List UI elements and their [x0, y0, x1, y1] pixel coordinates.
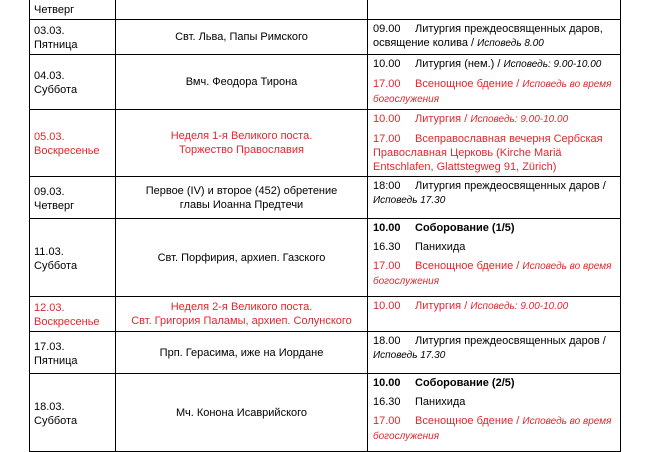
- service-entry: [373, 414, 616, 444]
- date-cell: [30, 55, 116, 110]
- feast-cell: [116, 0, 368, 20]
- weekday-text: Суббота: [34, 84, 78, 96]
- date-cell: [30, 297, 116, 332]
- service-title: Литургия преждеосвященных даров /: [415, 180, 606, 192]
- service-time: 17.00: [373, 78, 401, 90]
- separator: /: [467, 37, 478, 49]
- service-time: 17.00: [373, 260, 401, 272]
- confession-note: Исповедь: 9.00-10.00: [503, 59, 602, 70]
- feast-name: Вмч. Феодора Тирона: [185, 76, 298, 88]
- service-time: 10.00: [373, 222, 401, 234]
- schedule-row: [30, 219, 621, 297]
- date-cell: [30, 374, 116, 452]
- date-cell: [30, 219, 116, 297]
- service-entry: [373, 77, 616, 107]
- confession-note: Исповедь во время богослужения: [373, 79, 612, 105]
- schedule-row: [30, 20, 621, 55]
- feast-name: Неделя 2-я Великого поста.: [170, 301, 313, 313]
- weekday-text: Суббота: [34, 259, 78, 272]
- date-cell: [30, 332, 116, 374]
- weekday-text: Воскресенье: [34, 316, 100, 328]
- date-cell: [30, 177, 116, 219]
- schedule-row: [30, 55, 621, 110]
- service-entry: [373, 240, 616, 254]
- feast-cell: [116, 297, 368, 332]
- date-text: 17.03.: [34, 340, 65, 353]
- service-time: 18.00: [373, 335, 401, 347]
- service-entry: [373, 179, 616, 208]
- separator: /: [513, 78, 523, 90]
- separator: /: [513, 415, 523, 427]
- services-cell: [368, 110, 621, 177]
- service-time: 18:00: [373, 180, 401, 192]
- service-title: Всенощное бдение: [415, 260, 514, 272]
- service-title: Литургия: [415, 113, 462, 125]
- service-entry: [373, 112, 616, 127]
- feast-name: Торжество Православия: [179, 144, 304, 156]
- feast-cell: [116, 332, 368, 374]
- service-title: Соборование (1/5): [415, 222, 515, 234]
- service-entry: [373, 376, 616, 390]
- confession-note: Исповедь 8.00: [477, 38, 544, 49]
- feast-name: главы Иоанна Предтечи: [179, 198, 304, 211]
- feast-name: Свт. Григория Паламы, архиеп. Солунского: [131, 315, 352, 327]
- service-entry: [373, 334, 616, 363]
- feast-name: Свт. Льва, Папы Римского: [175, 31, 308, 43]
- service-title: Литургия преждеосвященных даров /: [415, 335, 606, 347]
- date-text: 04.03.: [34, 70, 65, 82]
- confession-note: Исповедь 17.30: [373, 350, 446, 361]
- feast-cell: [116, 55, 368, 110]
- service-title: Литургия: [415, 300, 462, 312]
- service-entry: [373, 395, 616, 409]
- service-entry: [373, 259, 616, 289]
- feast-cell: [116, 110, 368, 177]
- services-cell: [368, 0, 621, 20]
- feast-name: Мч. Конона Исаврийского: [175, 406, 308, 419]
- services-cell: [368, 219, 621, 297]
- service-title: Всенощное бдение: [415, 78, 514, 90]
- date-text: 12.03.: [34, 302, 65, 314]
- confession-note: Исповедь во время богослужения: [373, 416, 612, 442]
- service-time: 10.00: [373, 58, 401, 70]
- service-time: 10.00: [373, 300, 401, 312]
- services-cell: [368, 177, 621, 219]
- service-entry: [373, 57, 616, 72]
- feast-name: Свт. Порфирия, архиеп. Газского: [157, 251, 326, 264]
- feast-cell: [116, 177, 368, 219]
- date-cell: [30, 0, 116, 20]
- confession-note: Исповедь 17.30: [373, 195, 446, 206]
- service-time: 10.00: [373, 113, 401, 125]
- service-detail: Сербская Православная Церковь (Kirche Mariä Entschlafen, Glattstegweg 91, Zürich): [373, 133, 603, 173]
- feast-name: Первое (IV) и второе (452) обретение: [145, 184, 338, 197]
- service-entry: [373, 299, 616, 314]
- confession-note: Исповедь: 9.00-10.00: [470, 114, 569, 125]
- schedule-rows: [30, 0, 621, 452]
- feast-cell: [116, 374, 368, 452]
- schedule-row: [30, 297, 621, 332]
- date-text: 03.03.: [34, 25, 65, 37]
- feast-cell: [116, 20, 368, 55]
- weekday-text: Пятница: [34, 354, 78, 367]
- weekday-text: Четверг: [34, 4, 75, 16]
- date-cell: [30, 110, 116, 177]
- service-detail: освящение колива: [373, 37, 468, 49]
- service-title: Литургия (нем.): [415, 58, 495, 70]
- service-time: 16.30: [373, 241, 401, 253]
- service-time: 16.30: [373, 396, 401, 408]
- service-time: 10.00: [373, 377, 401, 389]
- weekday-text: Воскресенье: [34, 145, 100, 157]
- services-cell: [368, 55, 621, 110]
- schedule-row: [30, 177, 621, 219]
- service-time: 17.00: [373, 133, 401, 145]
- service-title: Всеправославная вечерня: [415, 133, 551, 145]
- date-text: 18.03.: [34, 400, 65, 413]
- separator: /: [494, 58, 504, 70]
- service-time: 09.00: [373, 23, 401, 35]
- service-title: Панихида: [415, 396, 466, 408]
- feast-cell: [116, 219, 368, 297]
- service-entry: [373, 132, 616, 174]
- services-cell: [368, 332, 621, 374]
- feast-name: Неделя 1-я Великого поста.: [170, 130, 313, 142]
- service-schedule-table: [29, 0, 621, 452]
- confession-note: Исповедь: 9.00-10.00: [470, 301, 569, 312]
- schedule-row: [30, 0, 621, 20]
- schedule-table-wrapper: [29, 0, 621, 452]
- services-cell: [368, 297, 621, 332]
- services-cell: [368, 374, 621, 452]
- date-text: 11.03.: [34, 245, 64, 258]
- schedule-row: [30, 332, 621, 374]
- service-title: Панихида: [415, 241, 466, 253]
- date-cell: [30, 20, 116, 55]
- schedule-row: [30, 374, 621, 452]
- weekday-text: Пятница: [34, 39, 78, 51]
- service-title: Соборование (2/5): [415, 377, 515, 389]
- weekday-text: Суббота: [34, 414, 78, 427]
- confession-note: Исповедь во время богослужения: [373, 261, 612, 287]
- service-title: Литургия преждеосвященных даров,: [415, 23, 603, 35]
- separator: /: [513, 260, 523, 272]
- separator: /: [461, 113, 471, 125]
- service-entry: [373, 221, 616, 235]
- separator: /: [461, 300, 471, 312]
- date-text: 09.03.: [34, 185, 65, 198]
- service-title: Всенощное бдение: [415, 415, 514, 427]
- services-cell: [368, 20, 621, 55]
- service-time: 17.00: [373, 415, 401, 427]
- schedule-row: [30, 110, 621, 177]
- service-entry: [373, 22, 616, 51]
- feast-name: Прп. Герасима, иже на Иордане: [159, 346, 324, 359]
- weekday-text: Четверг: [34, 199, 75, 212]
- date-text: 05.03.: [34, 131, 65, 143]
